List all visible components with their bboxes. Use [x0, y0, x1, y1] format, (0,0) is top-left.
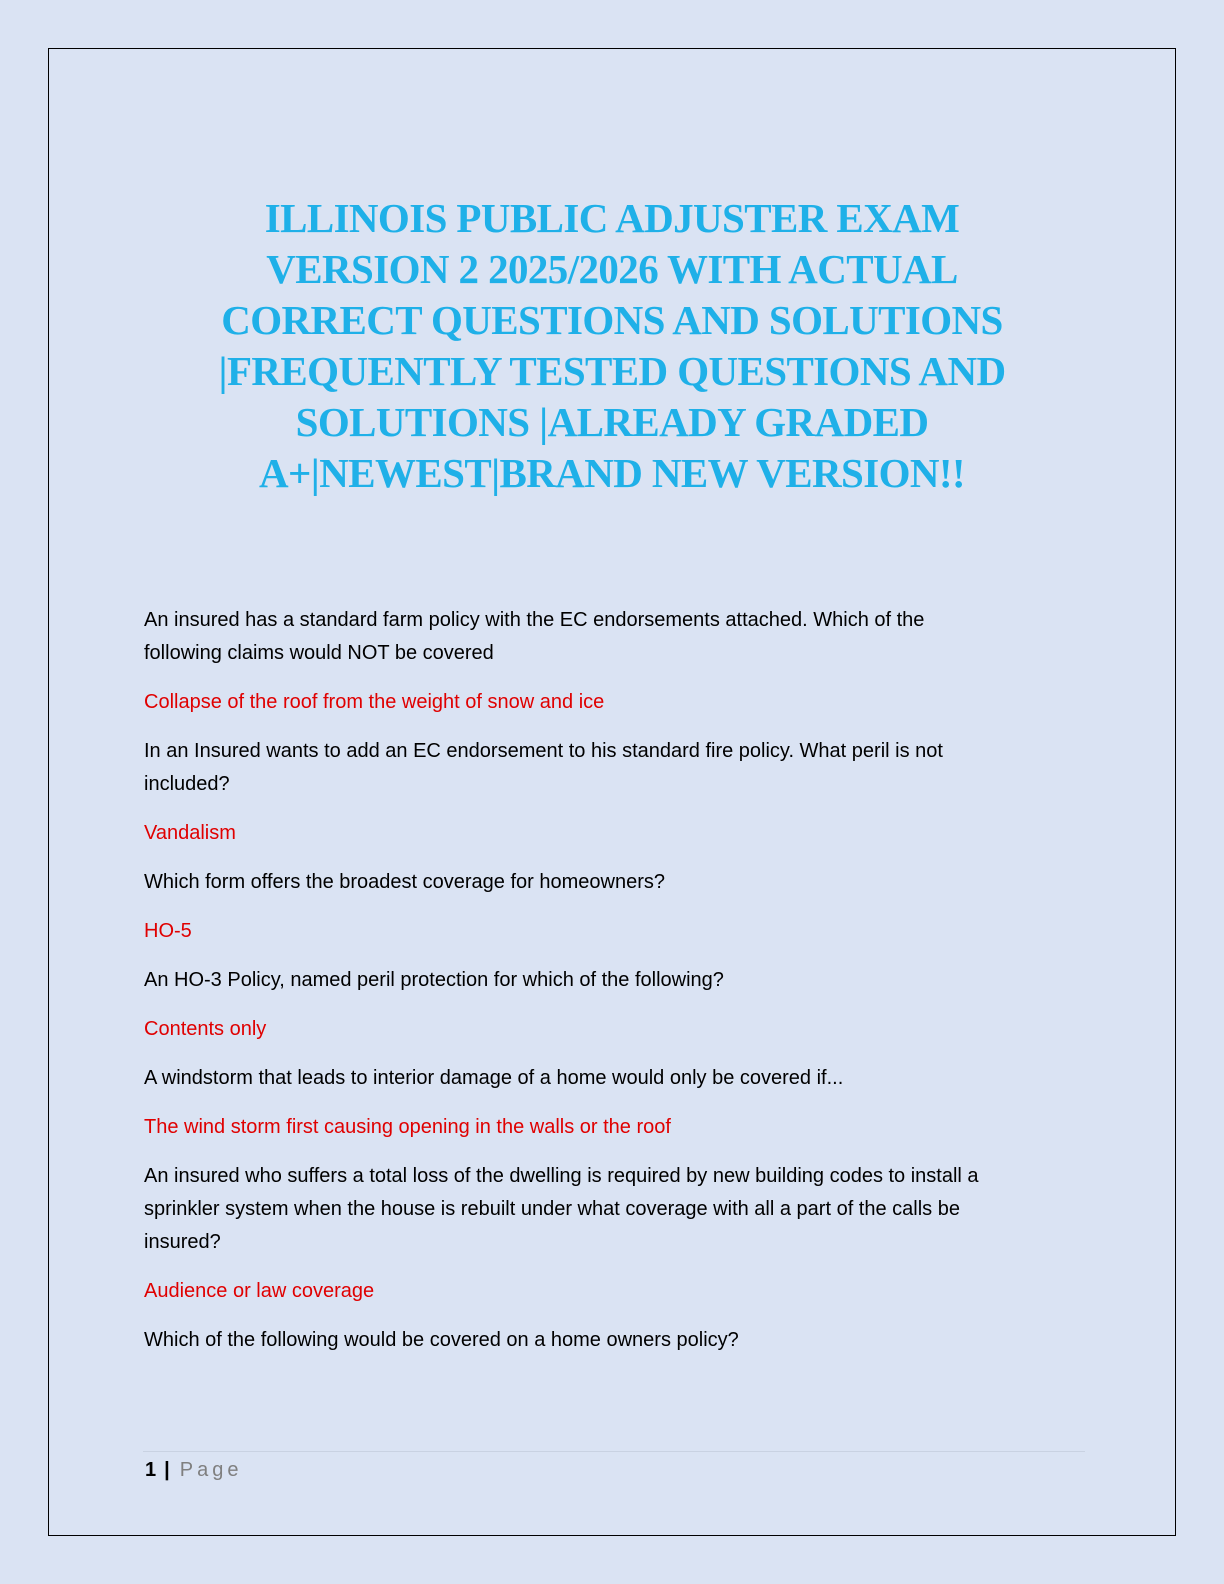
question-line: An HO-3 Policy, named peril protection for which of the following? — [144, 969, 724, 991]
page-number: 1 — [145, 1459, 157, 1481]
question-line: sprinkler system when the house is rebuilt under what coverage with all a part of the calls be — [144, 1198, 960, 1220]
question — [144, 735, 1084, 801]
answer: Vandalism — [144, 822, 236, 844]
question — [144, 866, 1084, 899]
page-label: Page — [179, 1459, 243, 1481]
page-footer — [145, 1456, 242, 1484]
question — [144, 1160, 1084, 1259]
title-line: ILLINOIS PUBLIC ADJUSTER EXAM — [264, 195, 960, 241]
question-line: In an Insured wants to add an EC endorsement to his standard fire policy. What peril is not — [144, 740, 943, 762]
footer-divider — [143, 1451, 1085, 1452]
question — [144, 604, 1084, 670]
question-line: following claims would NOT be covered — [144, 642, 494, 664]
question — [144, 1324, 1084, 1357]
question-line: An insured who suffers a total loss of the dwelling is required by new building codes to install a — [144, 1165, 979, 1187]
question — [144, 1062, 1084, 1095]
title-line: VERSION 2 2025/2026 WITH ACTUAL — [266, 246, 958, 292]
answer: The wind storm first causing opening in the walls or the roof — [144, 1116, 671, 1138]
document-title — [150, 193, 1074, 499]
question-line: A windstorm that leads to interior damage of a home would only be covered if... — [144, 1067, 844, 1089]
page-separator: | — [164, 1459, 170, 1481]
title-line: A+|NEWEST|BRAND NEW VERSION!! — [259, 450, 965, 496]
question-line: Which form offers the broadest coverage for homeowners? — [144, 871, 665, 893]
question-line: included? — [144, 773, 230, 795]
question-line: An insured has a standard farm policy with the EC endorsements attached. Which of the — [144, 609, 925, 631]
title-line: |FREQUENTLY TESTED QUESTIONS AND — [218, 348, 1006, 394]
answer: Audience or law coverage — [144, 1280, 375, 1302]
question — [144, 964, 1084, 997]
answer: Contents only — [144, 1018, 267, 1040]
question-answer-list — [144, 604, 1084, 1373]
question-line: insured? — [144, 1231, 221, 1253]
title-line: CORRECT QUESTIONS AND SOLUTIONS — [221, 297, 1003, 343]
question-line: Which of the following would be covered on a home owners policy? — [144, 1329, 739, 1351]
answer: HO-5 — [144, 920, 192, 942]
answer: Collapse of the roof from the weight of snow and ice — [144, 691, 605, 713]
title-line: SOLUTIONS |ALREADY GRADED — [295, 399, 929, 445]
